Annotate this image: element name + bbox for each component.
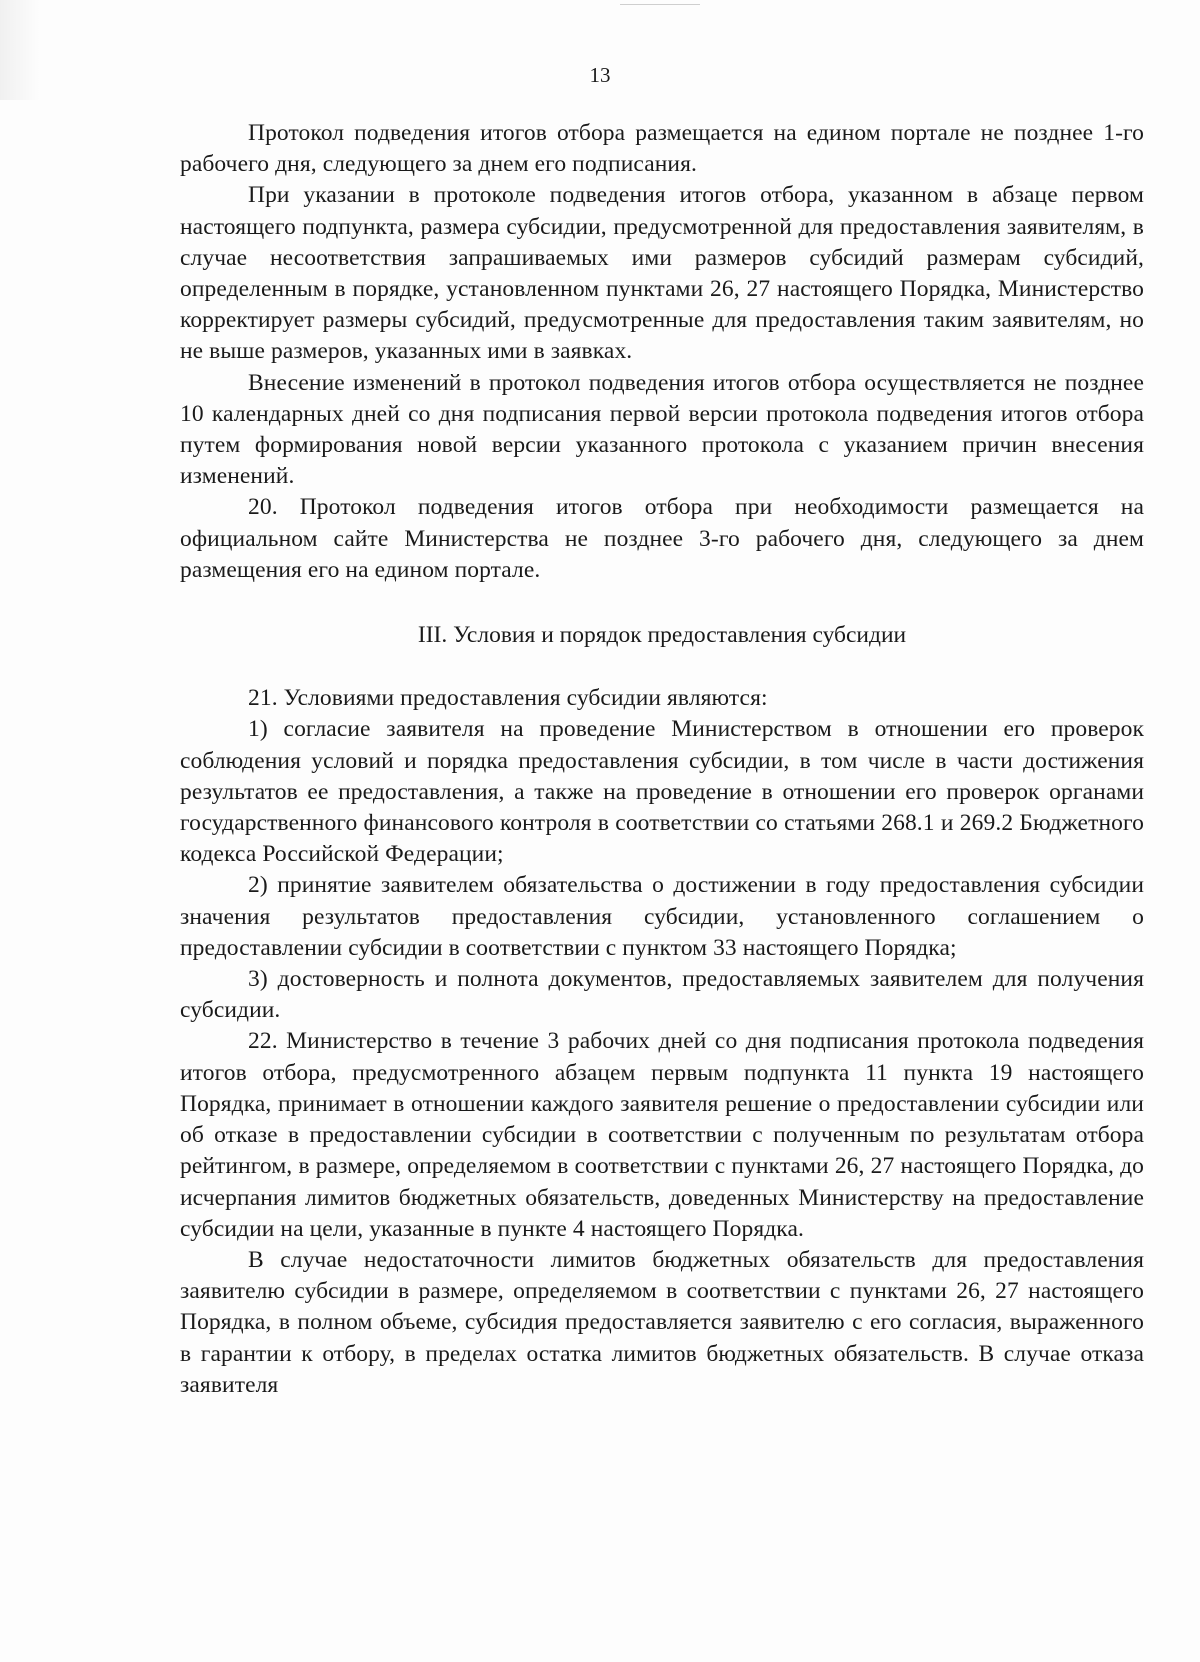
paragraph-insufficient-limits: В случае недостаточности лимитов бюджетных обязательств для предоставления заявителю субсидии в размере, определяемом в соответствии с пунктами 26, 27 настоящего Порядка, в полном объеме, субсидия предоставляется заявителю с его согласия, выраженного в гарантии к отбору, в пределах остатка лимитов бюджетных обязательств. В случае отказа заявителя xyxy=(180,1246,1144,1398)
page-number: 13 xyxy=(589,63,611,87)
paragraph-protocol-changes: Внесение изменений в протокол подведения итогов отбора осуществляется не позднее 10 календарных дней со дня подписания первой версии протокола подведения итогов отбора путем формирования новой версии указанного протокола с указанием причин внесения изменений. xyxy=(180,369,1144,490)
paragraph-protocol-publication: Протокол подведения итогов отбора размещается на едином портале не позднее 1-го рабочего дня, следующего за днем его подписания. xyxy=(180,120,1144,178)
section-heading: III. Условия и порядок предоставления субсидии xyxy=(417,622,907,649)
paragraph-condition-1: 1) согласие заявителя на проведение Министерством в отношении его проверок соблюдения условий и порядка предоставления субсидии, в том числе в части достижения результатов ее предоставления, а также на проведение в отношении его проверок органами государственного финансового контроля в соответствии со статьями 268.1 и 269.2 Бюджетного кодекса Российской Федерации; xyxy=(180,716,1144,868)
paragraph-item-21: 21. Условиями предоставления субсидии являются: xyxy=(248,685,768,712)
paragraph-condition-3: 3) достоверность и полнота документов, предоставляемых заявителем для получения субсидии. xyxy=(180,966,1144,1024)
paragraph-item-20: 20. Протокол подведения итогов отбора при необходимости размещается на официальном сайте Министерства не позднее 3-го рабочего дня, следующего за днем размещения его на едином портале. xyxy=(180,494,1144,583)
paragraph-subsidy-size-correction: При указании в протоколе подведения итогов отбора, указанном в абзаце первом настоящего подпункта, размера субсидии, предусмотренной для предоставления заявителям, в случае несоответствия запрашиваемых ими размеров субсидий размерам субсидий, определенным в порядке, установленном пунктами 26, 27 настоящего Порядка, Министерство корректирует размеры субсидий, предусмотренные для предоставления таким заявителям, но не выше размеров, указанных ими в заявках. xyxy=(180,182,1144,365)
paragraph-condition-2: 2) принятие заявителем обязательства о достижении в году предоставления субсидии значения результатов предоставления субсидии, установленного соглашением о предоставлении субсидии в соответствии с пунктом 33 настоящего Порядка; xyxy=(180,872,1144,961)
document-body xyxy=(180,118,1144,1401)
scan-artifact xyxy=(620,4,700,11)
paragraph-item-22: 22. Министерство в течение 3 рабочих дней со дня подписания протокола подведения итогов отбора, предусмотренного абзацем первым подпункта 11 пункта 19 настоящего Порядка, принимает в отношении каждого заявителя решение о предоставлении субсидии или об отказе в предоставлении субсидии в соответствии с полученным по результатам отбора рейтингом, в размере, определяемом в соответствии с пунктами 26, 27 настоящего Порядка, до исчерпания лимитов бюджетных обязательств, доведенных Министерству на предоставление субсидии на цели, указанные в пункте 4 настоящего Порядка. xyxy=(180,1028,1144,1242)
